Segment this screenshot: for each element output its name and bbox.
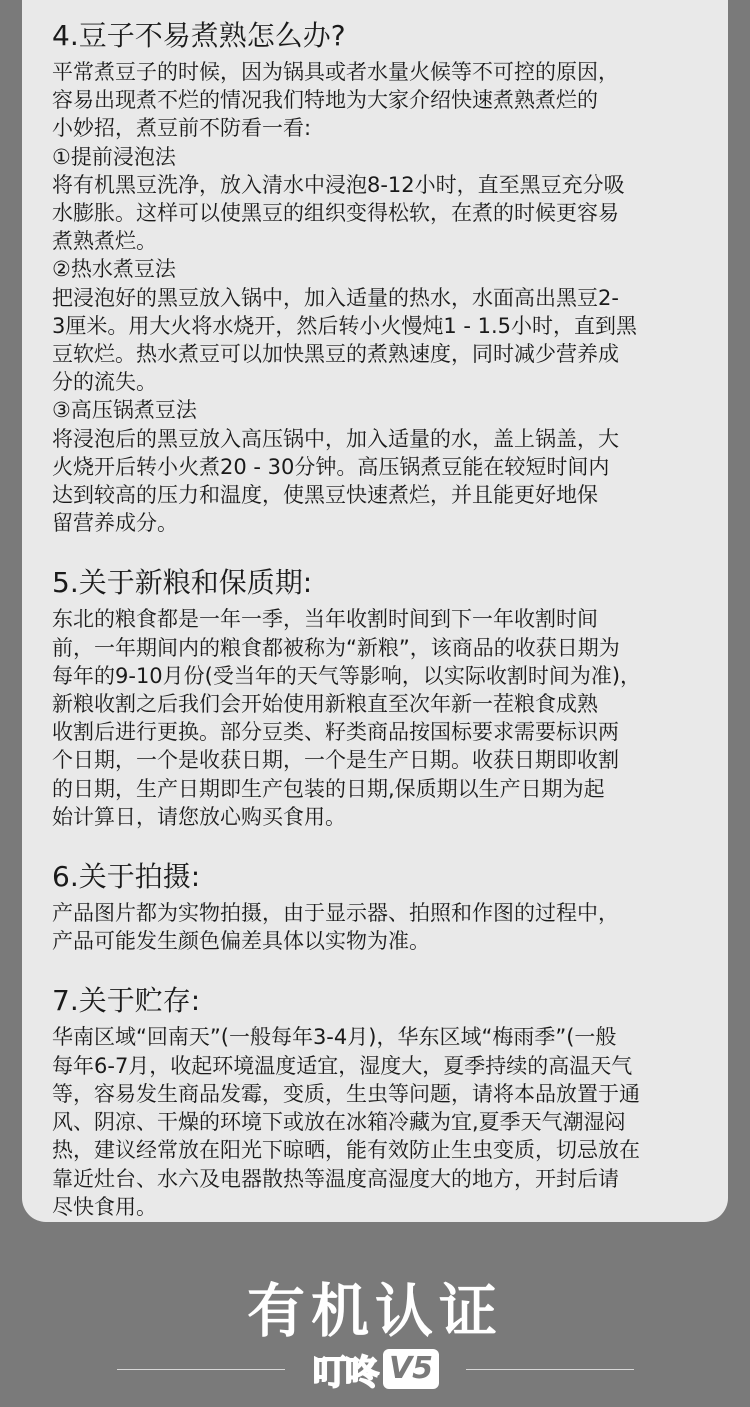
text-line: 水膨胀。这样可以使黑豆的组织变得松软，在煮的时候更容易 [52, 201, 619, 226]
text-line: 平常煮豆子的时候，因为锅具或者水量火候等不可控的原因， [52, 60, 619, 84]
text-line: 将浸泡后的黑豆放入高压锅中，加入适量的水，盖上锅盖，大 [52, 426, 619, 451]
text-line: 产品可能发生颜色偏差具体以实物为准。 [52, 929, 430, 954]
text-line: 每年6-7月，收起环境温度适宜，湿度大，夏季持续的高温天气 [52, 1053, 633, 1078]
text-line: 豆软烂。热水煮豆可以加快黑豆的煮熟速度，同时减少营养成 [52, 342, 619, 367]
text-line: 个日期，一个是收获日期，一个是生产日期。收获日期即收割 [52, 748, 619, 773]
text-line: 把浸泡好的黑豆放入锅中，加入适量的热水，水面高出黑豆2- [52, 285, 619, 310]
text-line: 容易出现煮不烂的情况我们特地为大家介绍快速煮熟煮烂的 [52, 88, 598, 113]
text-line: 东北的粮食都是一年一季，当年收割时间到下一年收割时间 [52, 607, 598, 632]
text-line: 煮熟煮烂。 [52, 229, 157, 254]
section-body [52, 899, 698, 955]
text-line: 靠近灶台、水六及电器散热等温度高湿度大的地方，开封后请 [52, 1166, 619, 1191]
text-line: 尽快食用。 [52, 1194, 157, 1219]
section-body [52, 605, 698, 831]
section-title: 4.豆子不易煮熟怎么办? [52, 19, 346, 52]
brand-logo [294, 1344, 458, 1394]
text-line: ①提前浸泡法 [52, 144, 176, 169]
section-new-grain-shelf-life [52, 561, 698, 831]
text-line: 火烧开后转小火煮20 - 30分钟。高压锅煮豆能在较短时间内 [52, 454, 610, 479]
footer-title: 有机认证 [246, 1277, 503, 1345]
text-line: 前，一年期间内的粮食都被称为“新粮”，该商品的收获日期为 [52, 635, 620, 660]
text-line: 产品图片都为实物拍摄，由于显示器、拍照和作图的过程中， [52, 901, 619, 926]
divider-left [117, 1369, 285, 1370]
text-line: 3厘米。用大火将水烧开，然后转小火慢炖1 - 1.5小时，直到黑 [52, 313, 638, 338]
content-card [22, 0, 728, 1222]
section-cooking-tips [52, 14, 698, 537]
text-line: 收割后进行更换。部分豆类、籽类商品按国标要求需要标识两 [52, 720, 619, 745]
section-storage [52, 979, 698, 1220]
section-title: 5.关于新粮和保质期: [52, 566, 313, 600]
text-line: 分的流失。 [52, 370, 157, 395]
text-line: 始计算日，请您放心购买食用。 [52, 804, 346, 829]
text-line: ③高压锅煮豆法 [52, 398, 197, 423]
section-title: 7.关于贮存: [52, 984, 201, 1018]
text-line: 风、阴凉、干燥的环境下或放在冰箱冷藏为宜,夏季天气潮湿闷 [52, 1110, 626, 1135]
text-line: 小妙招，煮豆前不防看一看: [52, 116, 312, 141]
footer-banner [0, 1222, 750, 1407]
section-body [52, 58, 698, 537]
text-line: 达到较高的压力和温度，使黑豆快速煮烂，并且能更好地保 [52, 483, 598, 508]
divider-right [466, 1369, 634, 1370]
text-line: 新粮收割之后我们会开始使用新粮直至次年新一茬粮食成熟 [52, 692, 598, 717]
brand-text: 叮咚 [312, 1352, 377, 1393]
text-line: 热，建议经常放在阳光下晾晒，能有效防止生虫变质，切忌放在 [52, 1138, 640, 1163]
text-line: 将有机黑豆洗净，放入清水中浸泡8-12小时，直至黑豆充分吸 [52, 172, 625, 197]
text-line: ②热水煮豆法 [52, 257, 176, 282]
text-line: 每年的9-10月份(受当年的天气等影响，以实际收割时间为准)， [52, 663, 642, 688]
section-body [52, 1023, 698, 1220]
text-line: 华南区域“回南天”(一般每年3-4月)，华东区域“梅雨季”(一般 [52, 1025, 617, 1050]
text-line: 的日期，生产日期即生产包装的日期,保质期以生产日期为起 [52, 776, 605, 801]
text-line: 留营养成分。 [52, 511, 178, 536]
section-photography [52, 855, 698, 955]
text-line: 等，容易发生商品发霉，变质，生虫等问题，请将本品放置于通 [52, 1081, 640, 1106]
section-title: 6.关于拍摄: [52, 860, 201, 894]
brand-badge: V5 [383, 1349, 439, 1389]
